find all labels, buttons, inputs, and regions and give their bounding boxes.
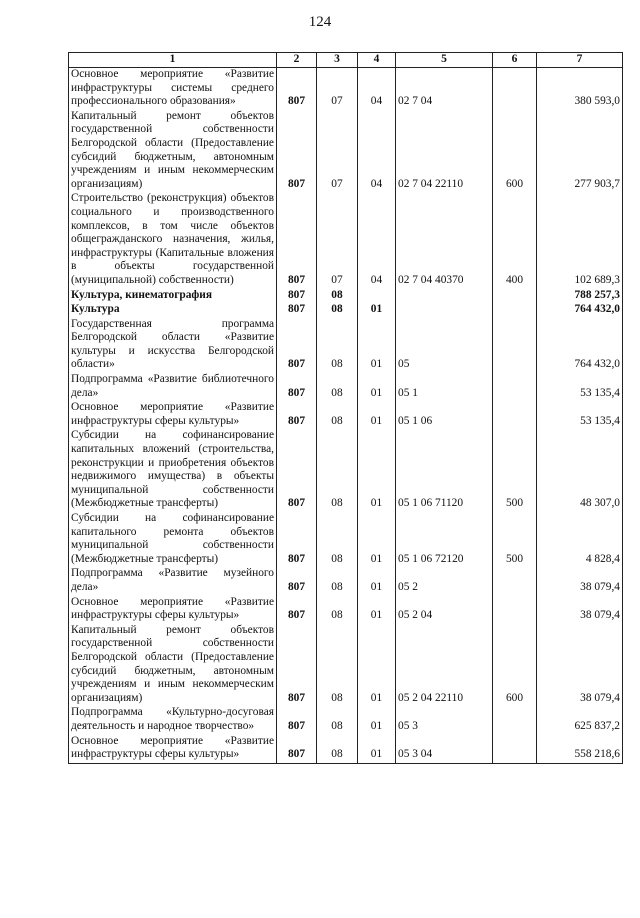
cell-name: Основное мероприятие «Развитие инфраструктуры системы среднего профессионального образования» — [69, 68, 277, 110]
cell-section: 08 — [317, 735, 358, 764]
cell-amount: 625 837,2 — [537, 706, 623, 734]
cell-target-code: 02 7 04 — [396, 68, 493, 110]
cell-subsection: 01 — [358, 303, 396, 318]
table-row — [69, 289, 623, 304]
header-col-3: 3 — [317, 53, 358, 68]
cell-target-code: 02 7 04 40370 — [396, 192, 493, 288]
cell-name: Капитальный ремонт объектов государственной собственности Белгородской области (Предоставление субсидий бюджетным, автономным учреждениям и иным некоммерческим организациям) — [69, 110, 277, 193]
cell-ved: 807 — [277, 373, 317, 401]
table-row — [69, 373, 623, 401]
cell-expense-type: 600 — [493, 110, 537, 193]
cell-expense-type — [493, 373, 537, 401]
cell-subsection: 01 — [358, 735, 396, 764]
cell-expense-type — [493, 735, 537, 764]
cell-ved: 807 — [277, 567, 317, 595]
cell-section: 08 — [317, 303, 358, 318]
cell-amount: 53 135,4 — [537, 401, 623, 429]
table-row — [69, 735, 623, 764]
cell-subsection: 01 — [358, 706, 396, 734]
header-col-1: 1 — [69, 53, 277, 68]
cell-ved: 807 — [277, 318, 317, 373]
cell-target-code: 05 1 06 — [396, 401, 493, 429]
cell-expense-type — [493, 318, 537, 373]
page-number: 124 — [308, 14, 332, 30]
table-row — [69, 706, 623, 734]
cell-amount: 38 079,4 — [537, 567, 623, 595]
cell-target-code: 05 1 — [396, 373, 493, 401]
cell-name: Государственная программа Белгородской области «Развитие культуры и искусства Белгородской области» — [69, 318, 277, 373]
cell-expense-type — [493, 68, 537, 110]
cell-amount: 38 079,4 — [537, 624, 623, 707]
cell-expense-type: 500 — [493, 429, 537, 512]
cell-expense-type — [493, 401, 537, 429]
header-col-4: 4 — [358, 53, 396, 68]
cell-ved: 807 — [277, 596, 317, 624]
cell-target-code: 02 7 04 22110 — [396, 110, 493, 193]
table-row — [69, 429, 623, 512]
cell-ved: 807 — [277, 303, 317, 318]
cell-ved: 807 — [277, 706, 317, 734]
cell-ved: 807 — [277, 289, 317, 304]
cell-amount: 558 218,6 — [537, 735, 623, 764]
cell-amount: 38 079,4 — [537, 596, 623, 624]
table-row — [69, 318, 623, 373]
cell-expense-type: 600 — [493, 624, 537, 707]
cell-section: 08 — [317, 373, 358, 401]
cell-ved: 807 — [277, 68, 317, 110]
cell-amount: 764 432,0 — [537, 303, 623, 318]
table-row — [69, 303, 623, 318]
cell-target-code — [396, 303, 493, 318]
cell-name: Основное мероприятие «Развитие инфраструктуры сферы культуры» — [69, 596, 277, 624]
table-row — [69, 192, 623, 288]
cell-ved: 807 — [277, 624, 317, 707]
cell-name: Основное мероприятие «Развитие инфраструктуры сферы культуры» — [69, 401, 277, 429]
cell-subsection: 01 — [358, 512, 396, 567]
cell-expense-type: 400 — [493, 192, 537, 288]
cell-amount: 53 135,4 — [537, 373, 623, 401]
table-body — [69, 68, 623, 764]
cell-expense-type — [493, 567, 537, 595]
cell-expense-type — [493, 303, 537, 318]
header-col-7: 7 — [537, 53, 623, 68]
cell-section: 07 — [317, 110, 358, 193]
cell-subsection: 04 — [358, 68, 396, 110]
cell-name: Культура — [69, 303, 277, 318]
cell-amount: 764 432,0 — [537, 318, 623, 373]
cell-target-code — [396, 289, 493, 304]
cell-expense-type — [493, 706, 537, 734]
cell-section: 08 — [317, 512, 358, 567]
cell-subsection: 01 — [358, 624, 396, 707]
cell-ved: 807 — [277, 110, 317, 193]
cell-name: Основное мероприятие «Развитие инфраструктуры сферы культуры» — [69, 735, 277, 764]
header-col-2: 2 — [277, 53, 317, 68]
cell-ved: 807 — [277, 735, 317, 764]
cell-name: Подпрограмма «Развитие музейного дела» — [69, 567, 277, 595]
cell-section: 08 — [317, 706, 358, 734]
cell-amount: 380 593,0 — [537, 68, 623, 110]
cell-name: Капитальный ремонт объектов государственной собственности Белгородской области (Предоставление субсидий бюджетным, автономным учреждениям и иным некоммерческим организациям) — [69, 624, 277, 707]
header-col-5: 5 — [396, 53, 493, 68]
cell-name: Строительство (реконструкция) объектов социального и производственного комплексов, в том числе объектов общегражданского назначения, жилья, инфраструктуры (Капитальные вложения в объекты государственной (муниципальной) собственности) — [69, 192, 277, 288]
cell-section: 08 — [317, 567, 358, 595]
table-row — [69, 68, 623, 110]
table-row — [69, 110, 623, 193]
cell-target-code: 05 2 — [396, 567, 493, 595]
cell-subsection — [358, 289, 396, 304]
table-row — [69, 401, 623, 429]
cell-name: Культура, кинематография — [69, 289, 277, 304]
table-header-row — [69, 53, 623, 68]
cell-section: 08 — [317, 289, 358, 304]
cell-subsection: 04 — [358, 192, 396, 288]
cell-ved: 807 — [277, 512, 317, 567]
cell-name: Субсидии на софинансирование капитального ремонта объектов муниципальной собственности (Межбюджетные трансферты) — [69, 512, 277, 567]
cell-subsection: 01 — [358, 429, 396, 512]
cell-target-code: 05 1 06 72120 — [396, 512, 493, 567]
cell-expense-type: 500 — [493, 512, 537, 567]
cell-target-code: 05 3 — [396, 706, 493, 734]
cell-ved: 807 — [277, 192, 317, 288]
cell-name: Подпрограмма «Культурно-досуговая деятельность и народное творчество» — [69, 706, 277, 734]
cell-subsection: 01 — [358, 318, 396, 373]
cell-section: 07 — [317, 192, 358, 288]
cell-target-code: 05 1 06 71120 — [396, 429, 493, 512]
cell-section: 08 — [317, 429, 358, 512]
cell-target-code: 05 2 04 — [396, 596, 493, 624]
cell-amount: 4 828,4 — [537, 512, 623, 567]
cell-amount: 277 903,7 — [537, 110, 623, 193]
cell-subsection: 01 — [358, 401, 396, 429]
cell-section: 08 — [317, 624, 358, 707]
cell-amount: 788 257,3 — [537, 289, 623, 304]
cell-amount: 48 307,0 — [537, 429, 623, 512]
cell-subsection: 01 — [358, 596, 396, 624]
table-row — [69, 624, 623, 707]
cell-section: 07 — [317, 68, 358, 110]
cell-subsection: 01 — [358, 567, 396, 595]
cell-target-code: 05 3 04 — [396, 735, 493, 764]
cell-target-code: 05 — [396, 318, 493, 373]
cell-section: 08 — [317, 401, 358, 429]
budget-table — [68, 52, 623, 764]
cell-expense-type — [493, 289, 537, 304]
cell-ved: 807 — [277, 401, 317, 429]
cell-expense-type — [493, 596, 537, 624]
cell-section: 08 — [317, 596, 358, 624]
table-row — [69, 512, 623, 567]
cell-subsection: 04 — [358, 110, 396, 193]
header-col-6: 6 — [493, 53, 537, 68]
cell-name: Подпрограмма «Развитие библиотечного дела» — [69, 373, 277, 401]
table-row — [69, 567, 623, 595]
cell-name: Субсидии на софинансирование капитальных вложений (строительства, реконструкции и приобретения объектов недвижимого имущества) в объекты муниципальной собственности (Межбюджетные трансферты) — [69, 429, 277, 512]
table-row — [69, 596, 623, 624]
cell-section: 08 — [317, 318, 358, 373]
cell-subsection: 01 — [358, 373, 396, 401]
cell-target-code: 05 2 04 22110 — [396, 624, 493, 707]
cell-ved: 807 — [277, 429, 317, 512]
cell-amount: 102 689,3 — [537, 192, 623, 288]
